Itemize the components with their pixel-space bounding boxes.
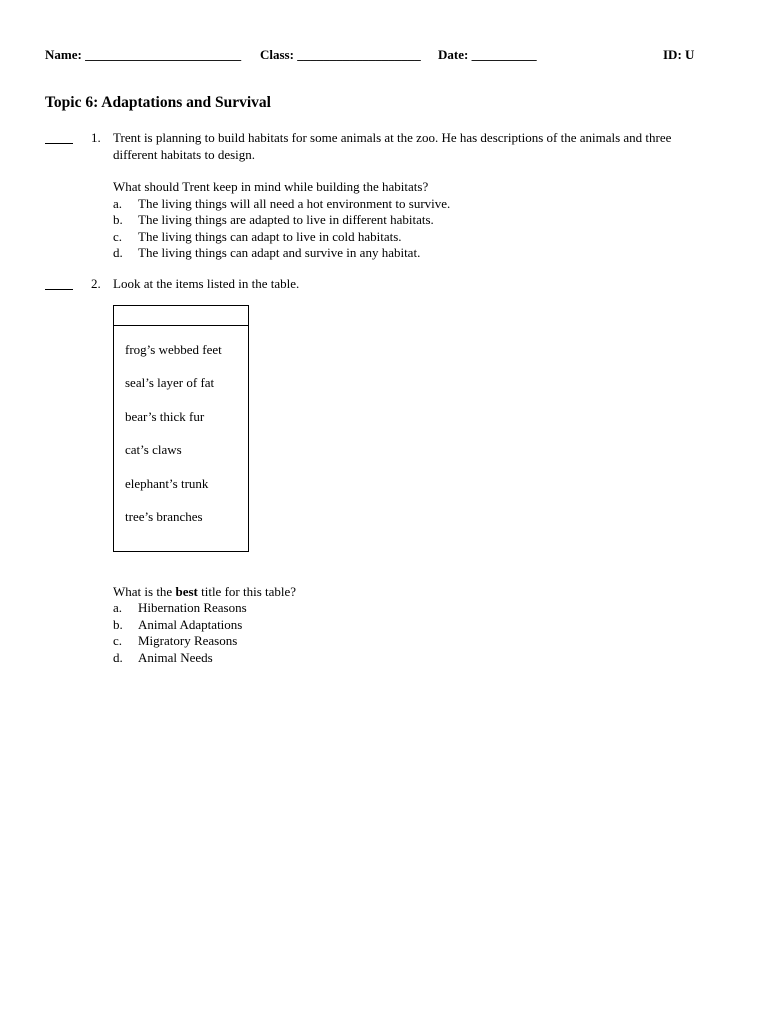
question-stem: Look at the items listed in the table.: [113, 276, 300, 291]
choice-letter: d.: [113, 245, 123, 260]
id-label: ID: U: [663, 47, 695, 62]
table-item: elephant’s trunk: [125, 475, 209, 491]
choice-letter: d.: [113, 649, 123, 665]
question-prompt: What should Trent keep in mind while building the habitats?: [113, 179, 429, 194]
table-title-cell: [114, 306, 248, 326]
choice-list: [113, 600, 713, 666]
prompt-text: title for this table?: [197, 583, 297, 599]
prompt-emphasis: best: [175, 583, 198, 599]
choice-a[interactable]: [113, 600, 713, 617]
choice-d[interactable]: [113, 650, 713, 667]
table-item: cat’s claws: [125, 442, 182, 457]
table-item: frog’s webbed feet: [125, 341, 222, 357]
table-item: bear’s thick fur: [125, 408, 205, 424]
choice-text: Animal Needs: [138, 649, 213, 665]
choice-list: [113, 196, 713, 262]
choice-text: Migratory Reasons: [138, 633, 238, 648]
answer-blank-2[interactable]: [45, 276, 73, 290]
prompt-text: What is the: [113, 583, 176, 599]
choice-text: The living things can adapt to live in cold habitats.: [138, 228, 402, 244]
items-table: [113, 305, 249, 552]
choice-letter: c.: [113, 228, 123, 244]
choice-letter: a.: [113, 195, 123, 211]
question-prompt: [113, 584, 713, 601]
choice-text: The living things are adapted to live in different habitats.: [138, 212, 434, 227]
question-body: [113, 276, 713, 666]
choice-b[interactable]: [113, 212, 713, 229]
choice-letter: a.: [113, 600, 123, 615]
choice-c[interactable]: [113, 633, 713, 650]
choice-text: Animal Adaptations: [138, 616, 243, 632]
choice-d[interactable]: [113, 245, 713, 262]
choice-text: The living things will all need a hot environment to survive.: [138, 195, 451, 211]
table-item: seal’s layer of fat: [125, 375, 215, 390]
choice-a[interactable]: [113, 196, 713, 213]
name-field[interactable]: Name: ________________________: [45, 47, 242, 62]
topic-title: Topic 6: Adaptations and Survival: [45, 94, 271, 111]
table-body: [114, 326, 248, 551]
choice-c[interactable]: [113, 229, 713, 246]
choice-letter: b.: [113, 212, 123, 227]
choice-b[interactable]: [113, 617, 713, 634]
question-number: 1.: [91, 130, 101, 145]
question-stem: Trent is planning to build habitats for some animals at the zoo. He has descriptions of the animals and three different habitats to design.: [113, 130, 672, 162]
answer-blank-1[interactable]: [45, 130, 73, 144]
date-field[interactable]: Date: __________: [438, 47, 537, 62]
choice-text: The living things can adapt and survive in any habitat.: [138, 245, 421, 260]
choice-text: Hibernation Reasons: [138, 600, 247, 615]
question-body: [113, 130, 713, 262]
class-field[interactable]: Class: ___________________: [260, 47, 421, 62]
table-item: tree’s branches: [125, 509, 203, 524]
choice-letter: c.: [113, 633, 123, 648]
choice-letter: b.: [113, 616, 123, 632]
question-number: 2.: [91, 276, 101, 291]
